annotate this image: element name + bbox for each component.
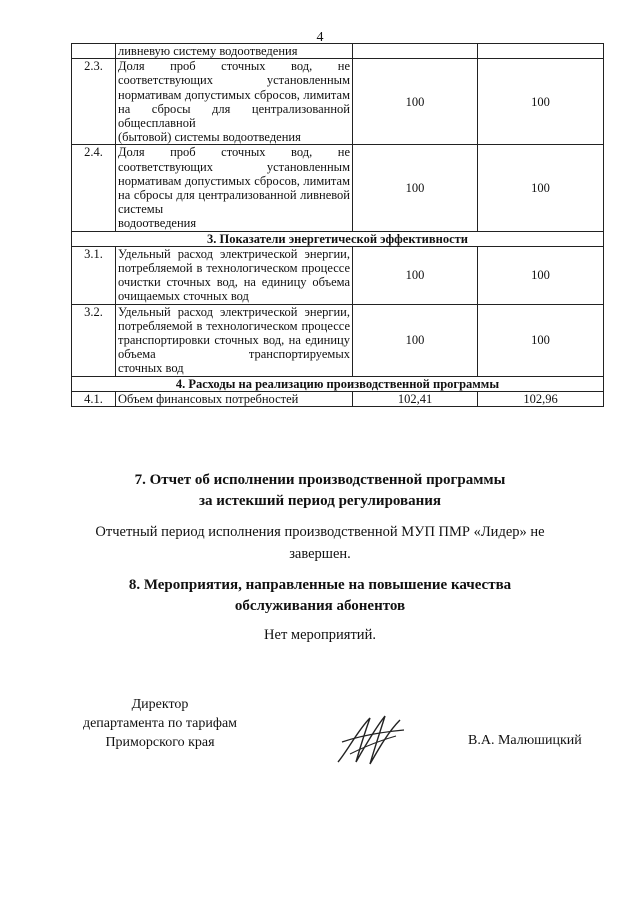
signatory-name: В.А. Малюшицкий <box>468 733 582 748</box>
section-8-heading: 8. Мероприятия, направленные на повышение качества обслуживания абонентов <box>128 577 512 614</box>
row-description-cell: Удельный расход электрической энергии, потребляемой в технологическом процессе транспортировки сточных вод, на единицу объема транспортируемых сточных вод <box>116 304 353 376</box>
section-7-text: Отчетный период исполнения производственной МУП ПМР «Лидер» не завершен. <box>95 524 545 562</box>
signatory-title: Директор департамента по тарифам Приморского края <box>82 697 238 750</box>
value-cell: 100 <box>353 304 478 376</box>
row-number-cell: 3.1. <box>72 246 116 304</box>
row-description-cell: Доля проб сточных вод, не соответствующих установленным нормативам допустимых сбросов, лимитам на сбросы для централизованной ливневой системы водоотведения <box>116 145 353 231</box>
indicators-table <box>71 43 604 407</box>
handwritten-signature <box>330 710 410 770</box>
value-cell: 102,96 <box>478 391 604 406</box>
value-cell: 100 <box>353 246 478 304</box>
row-number-cell <box>72 44 116 59</box>
row-description-cell: ливневую систему водоотведения <box>116 44 353 59</box>
value-cell: 100 <box>478 246 604 304</box>
value-cell: 100 <box>478 59 604 145</box>
value-cell <box>353 44 478 59</box>
page-number: 4 <box>316 30 324 45</box>
section-header-row <box>72 231 604 246</box>
table-row <box>72 391 604 406</box>
row-description-cell: Объем финансовых потребностей <box>116 391 353 406</box>
value-cell: 100 <box>478 145 604 231</box>
value-cell: 100 <box>353 59 478 145</box>
section-4-title: 4. Расходы на реализацию производственной программы <box>72 376 604 391</box>
table-row <box>72 44 604 59</box>
section-3-title: 3. Показатели энергетической эффективности <box>72 231 604 246</box>
row-number-cell: 4.1. <box>72 391 116 406</box>
section-header-row <box>72 376 604 391</box>
row-description-cell: Удельный расход электрической энергии, потребляемой в технологическом процессе очистки сточных вод, на единицу объема очищаемых сточных вод <box>116 246 353 304</box>
value-cell: 100 <box>478 304 604 376</box>
value-cell: 100 <box>353 145 478 231</box>
row-number-cell: 2.4. <box>72 145 116 231</box>
row-number-cell: 3.2. <box>72 304 116 376</box>
section-7-heading: 7. Отчет об исполнении производственной программы за истекший период регулирования <box>134 472 506 509</box>
value-cell: 102,41 <box>353 391 478 406</box>
section-8-text: Нет мероприятий. <box>264 627 376 643</box>
value-cell <box>478 44 604 59</box>
row-description-cell: Доля проб сточных вод, не соответствующих установленным нормативам допустимых сбросов, лимитам на сбросы для централизованной общесплавной (бытовой) системы водоотведения <box>116 59 353 145</box>
table-row <box>72 59 604 145</box>
row-number-cell: 2.3. <box>72 59 116 145</box>
table-row <box>72 246 604 304</box>
table-row <box>72 145 604 231</box>
table-row <box>72 304 604 376</box>
